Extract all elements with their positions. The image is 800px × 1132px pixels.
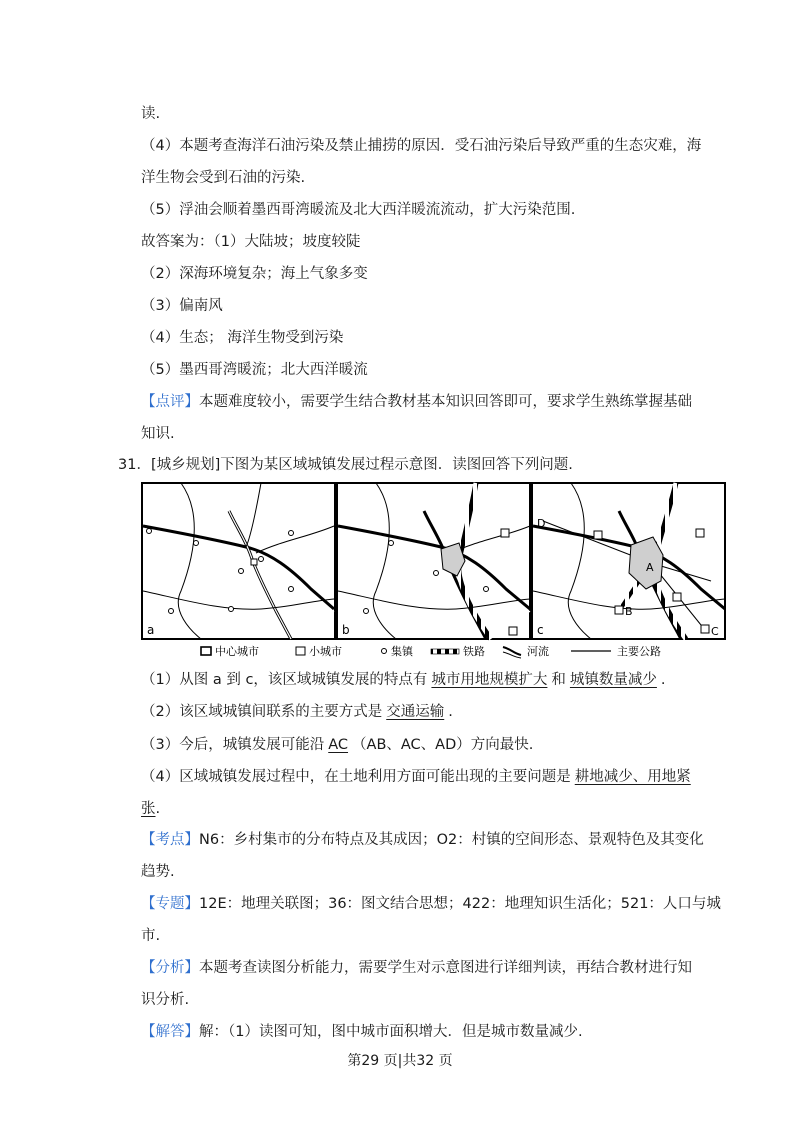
jieda-tag: 【解答】	[141, 1024, 199, 1040]
answer-line: （4）生态； 海洋生物受到污染	[141, 330, 344, 346]
panel-c-label: c	[537, 623, 544, 637]
q1-text: （1）从图 a 到 c，该区域城镇发展的特点有	[141, 672, 428, 688]
q4-end: .	[155, 801, 161, 817]
comment-line	[141, 392, 692, 412]
jieda-text: 解：（1）读图可知，图中城市面积增大．但是城市数量减少.	[199, 1024, 583, 1040]
q1-end: .	[660, 672, 666, 688]
q2-end: .	[448, 704, 453, 720]
legend-market-town: 集镇	[391, 645, 413, 658]
panel-a	[142, 483, 335, 639]
subquestion-1	[141, 670, 666, 690]
answer-summary: 故答案为：（1）大陆坡；坡度较陡	[141, 234, 361, 250]
answer-line: （2）深海环境复杂；海上气象多变	[141, 266, 368, 282]
jieda-line	[141, 1022, 583, 1042]
kaodian-text: N6：乡村集市的分布特点及其成因；O2：村镇的空间形态、景观特色及其变化	[199, 832, 704, 848]
q4-answer-cont: 张	[141, 801, 156, 817]
subquestion-4	[141, 767, 695, 787]
subquestion-4-cont	[141, 799, 160, 819]
legend-center-city: 中心城市	[215, 645, 259, 658]
fenxi-tag: 【分析】	[141, 960, 199, 976]
zhuanti-tag: 【专题】	[141, 896, 199, 912]
q3-answer: AC	[328, 737, 349, 753]
text-line: 市.	[141, 928, 161, 944]
q2-answer: 交通运输	[386, 704, 445, 720]
panel-a-label: a	[147, 623, 155, 637]
text-line: （4）本题考查海洋石油污染及禁止捕捞的原因．受石油污染后导致严重的生态灾难，海	[141, 138, 702, 154]
legend-small-city: 小城市	[309, 645, 342, 658]
q1-mid: 和	[551, 672, 566, 688]
kaodian-line	[141, 830, 704, 850]
text-line: 洋生物会受到石油的污染.	[141, 170, 306, 186]
page-footer: 第29 页|共32 页	[347, 1053, 453, 1069]
answer-line: （5）墨西哥湾暖流；北大西洋暖流	[141, 362, 368, 378]
q4-answer: 耕地减少、用地紧	[574, 769, 691, 785]
zhuanti-text: 12E：地理关联图；36：图文结合思想；422：地理知识生活化；521：人口与城	[199, 896, 721, 912]
subquestion-2	[141, 702, 453, 722]
q2-text: （2）该区域城镇间联系的主要方式是	[141, 704, 383, 720]
q3-text: （3）今后，城镇发展可能沿	[141, 737, 325, 753]
comment-tag: 【点评】	[141, 394, 199, 410]
q4-text: （4）区域城镇发展过程中，在土地利用方面可能出现的主要问题是	[141, 769, 571, 785]
panel-b	[337, 483, 530, 639]
panel-b-label: b	[342, 623, 350, 637]
kaodian-tag: 【考点】	[141, 832, 199, 848]
text-line: 知识.	[141, 426, 175, 442]
comment-text: 本题难度较小，需要学生结合教材基本知识回答即可，要求学生熟练掌握基础	[199, 394, 692, 410]
answer-line: （3）偏南风	[141, 298, 223, 314]
question-31-title: 31．[城乡规划]下图为某区域城镇发展过程示意图．读图回答下列问题.	[118, 457, 573, 473]
text-line: 趋势.	[141, 864, 175, 880]
q3-end: （AB、AC、AD）方向最快.	[352, 737, 534, 753]
point-b-label: B	[625, 605, 633, 618]
fenxi-line	[141, 958, 692, 978]
zhuanti-line	[141, 894, 721, 914]
point-d-label: D	[537, 517, 546, 530]
text-line: 识分析.	[141, 992, 190, 1008]
text-line: 读.	[141, 106, 161, 122]
legend-main-road: 主要公路	[617, 645, 661, 658]
fenxi-text: 本题考查读图分析能力，需要学生对示意图进行详细判读，再结合教材进行知	[199, 960, 692, 976]
q1-answer-2: 城镇数量减少	[569, 672, 657, 688]
point-c-label: C	[711, 625, 719, 638]
legend-railway: 铁路	[463, 645, 485, 658]
town-development-figure	[141, 481, 727, 661]
text-line: （5）浮油会顺着墨西哥湾暖流及北大西洋暖流流动，扩大污染范围.	[141, 202, 576, 218]
point-a-label: A	[646, 561, 654, 574]
figure-legend	[201, 644, 661, 658]
panel-c	[532, 483, 725, 639]
subquestion-3	[141, 735, 533, 755]
q1-answer-1: 城市用地规模扩大	[431, 672, 548, 688]
legend-river: 河流	[527, 645, 549, 658]
